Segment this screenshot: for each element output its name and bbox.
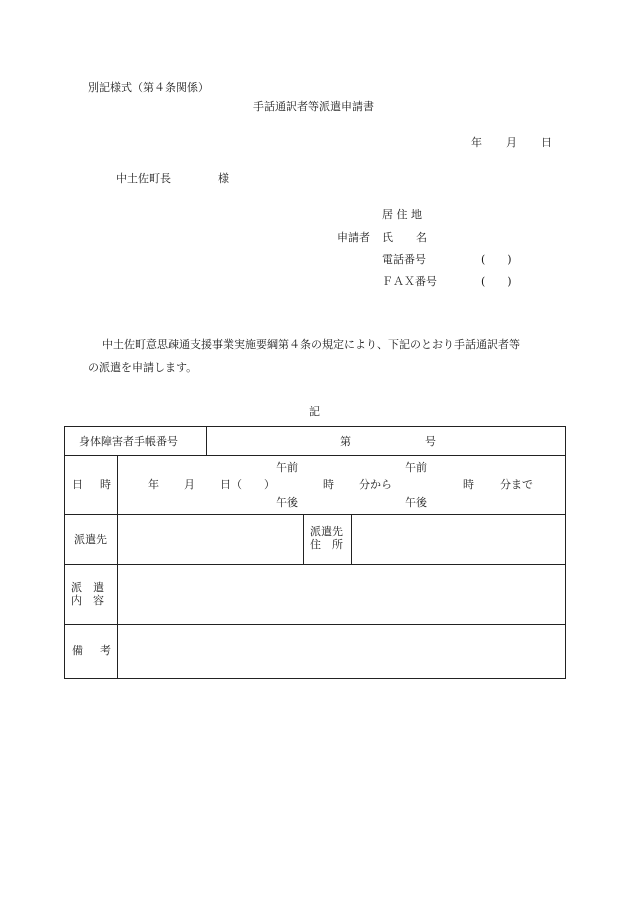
- table-row-destination: [65, 515, 566, 565]
- handbook-number-field[interactable]: [207, 427, 566, 456]
- addressee-honorific: 様: [218, 172, 229, 185]
- date-month-label: 月: [506, 136, 517, 149]
- body-text-line-2: の派遣を申請します。: [88, 361, 198, 374]
- destination-address-label-cell: [304, 515, 352, 565]
- table-row-datetime: [65, 456, 566, 515]
- datetime-label-cell: [65, 456, 118, 515]
- ki-heading: 記: [309, 405, 320, 418]
- application-form-table: [64, 426, 566, 679]
- start-pm-label: 午後: [276, 496, 298, 509]
- remarks-label-1: 備: [72, 644, 83, 657]
- handbook-label: 身体障害者手帳番号: [79, 435, 178, 448]
- start-minute-label: 分から: [359, 478, 392, 491]
- applicant-phone-paren: ( ): [481, 253, 512, 266]
- date-day-label: 日: [541, 136, 552, 149]
- start-hour-label: 時: [323, 478, 334, 491]
- remarks-label-cell: [65, 625, 118, 679]
- content-field[interactable]: [118, 565, 566, 625]
- destination-field[interactable]: [118, 515, 304, 565]
- content-label-2: 内 容: [71, 594, 104, 607]
- remarks-label-2: 考: [100, 644, 111, 657]
- applicant-label: 申請者: [337, 231, 370, 244]
- document-title: 手話通訳者等派遣申請書: [253, 100, 374, 113]
- handbook-label-cell: [65, 427, 207, 456]
- applicant-address-label: 居 住 地: [382, 208, 422, 221]
- form-reference: 別記様式（第４条関係）: [88, 81, 209, 94]
- content-label-cell: [65, 565, 118, 625]
- end-am-label: 午前: [405, 461, 427, 474]
- end-hour-label: 時: [463, 478, 474, 491]
- end-minute-label: 分まで: [500, 478, 533, 491]
- dt-month-label: 月: [184, 478, 195, 491]
- dt-year-label: 年: [148, 478, 159, 491]
- content-label-1: 派 遣: [71, 581, 104, 594]
- table-row-handbook: [65, 427, 566, 456]
- applicant-phone-label: 電話番号: [382, 253, 426, 266]
- addressee-name: 中土佐町長: [116, 172, 171, 185]
- applicant-name-label-1: 氏: [382, 231, 393, 244]
- applicant-name-label-2: 名: [416, 231, 427, 244]
- date-year-label: 年: [471, 136, 482, 149]
- destination-label-cell: [65, 515, 118, 565]
- datetime-label-2: 時: [100, 478, 111, 491]
- end-pm-label: 午後: [405, 496, 427, 509]
- destination-address-label-1: 派遣先: [310, 525, 343, 538]
- applicant-fax-paren: ( ): [481, 275, 512, 288]
- dt-day-label: 日（ ）: [220, 478, 275, 491]
- datetime-field[interactable]: [118, 456, 566, 515]
- remarks-field[interactable]: [118, 625, 566, 679]
- handbook-dai: 第: [340, 435, 351, 448]
- destination-address-label-2: 住 所: [310, 538, 343, 551]
- datetime-label-1: 日: [72, 478, 83, 491]
- table-row-content: [65, 565, 566, 625]
- start-am-label: 午前: [276, 461, 298, 474]
- table-row-remarks: [65, 625, 566, 679]
- applicant-fax-label: ＦＡＸ番号: [382, 275, 437, 288]
- destination-label: 派遣先: [74, 533, 107, 546]
- body-text-line-1: 中土佐町意思疎通支援事業実施要綱第４条の規定により、下記のとおり手話通訳者等: [102, 338, 520, 351]
- handbook-go: 号: [425, 435, 436, 448]
- destination-address-field[interactable]: [352, 515, 566, 565]
